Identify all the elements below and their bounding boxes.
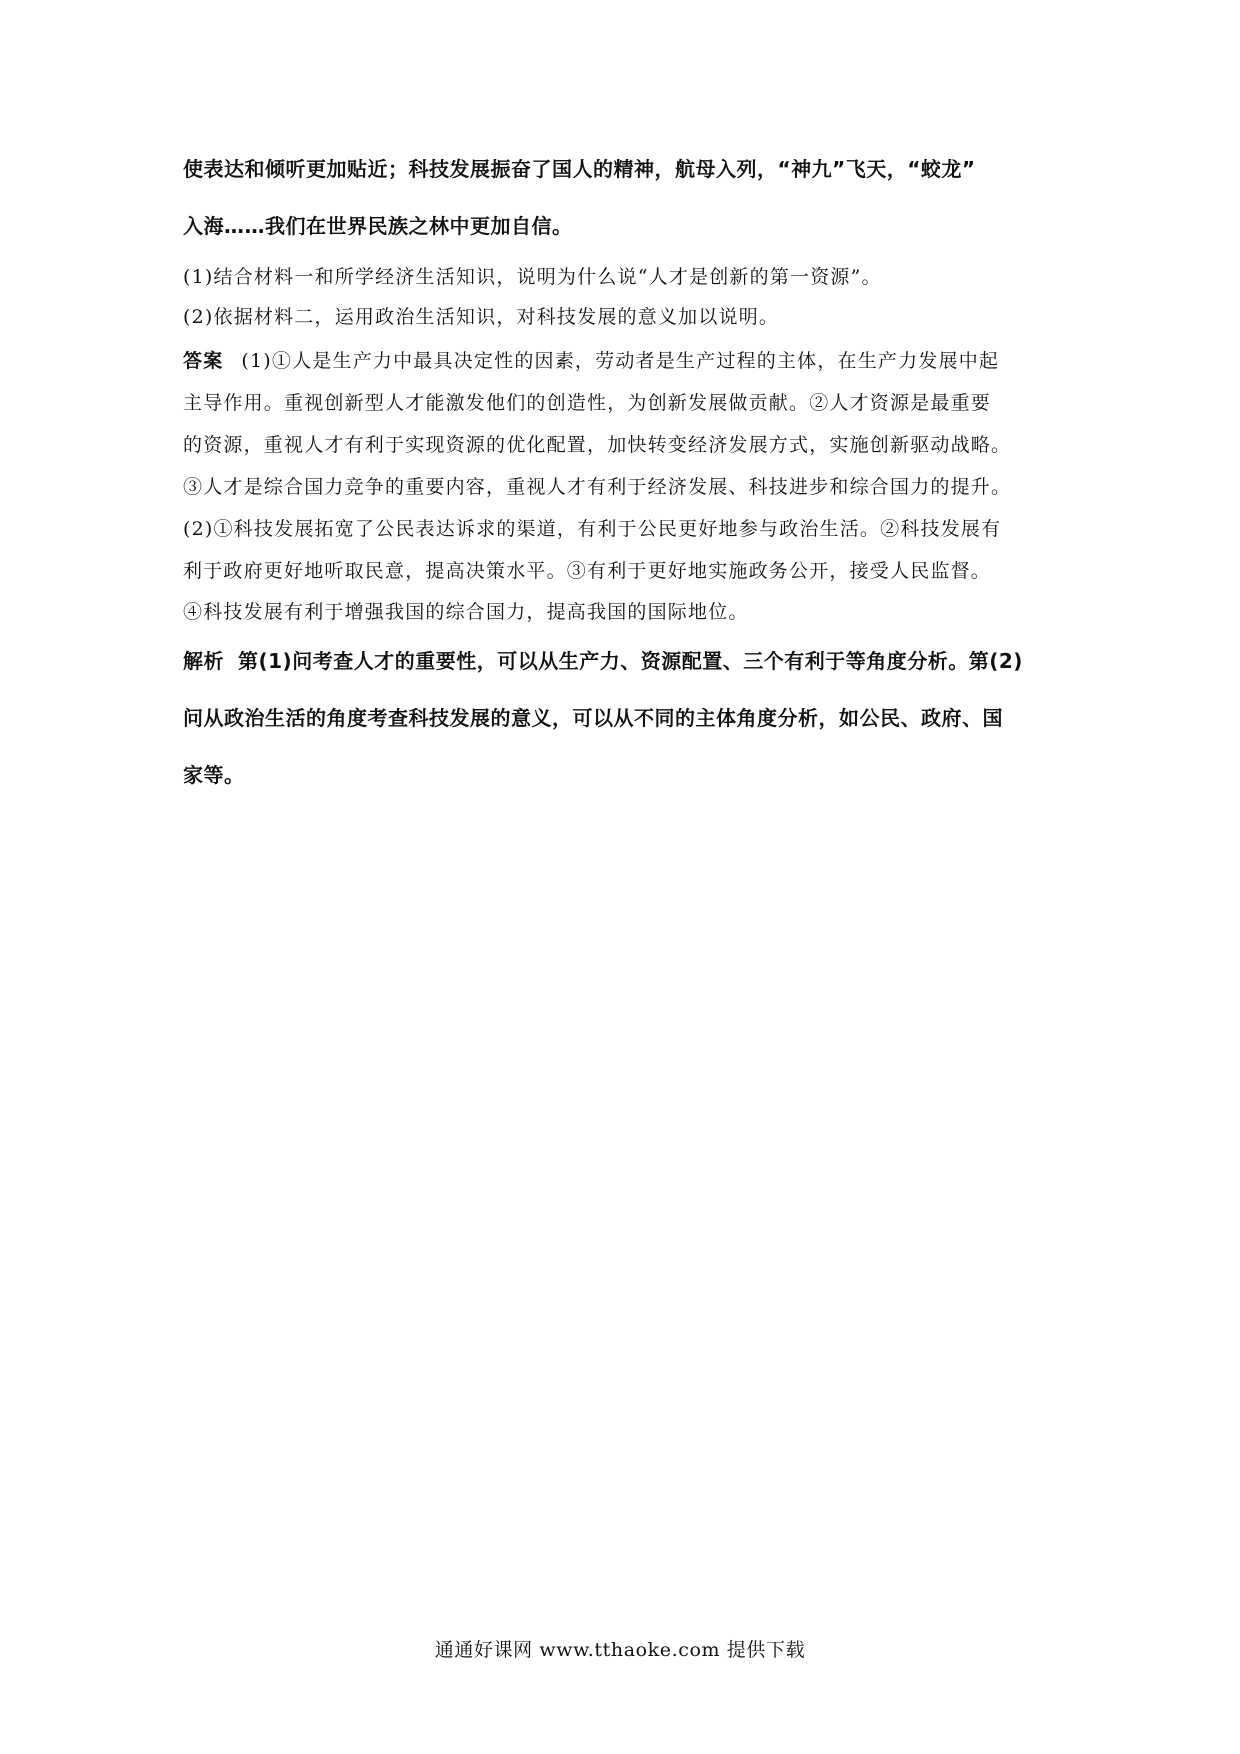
answer-line-5: (2)①科技发展拓宽了公民表达诉求的渠道，有利于公民更好地参与政治生活。②科技发展有 (183, 518, 1002, 540)
answer-line-4: ③人才是综合国力竞争的重要内容，重视人才有利于经济发展、科技进步和综合国力的提升。 (183, 476, 1012, 498)
question-1: (1)结合材料一和所学经济生活知识，说明为什么说“人才是创新的第一资源”。 (183, 266, 882, 288)
analysis-line-3: 家等。 (183, 763, 245, 787)
material-line-2: 入海……我们在世界民族之林中更加自信。 (183, 214, 573, 238)
answer-line-6: 利于政府更好地听取民意，提高决策水平。③有利于更好地实施政务公开，接受人民监督。 (183, 560, 992, 582)
analysis-line-2: 问从政治生活的角度考查科技发展的意义，可以从不同的主体角度分析，如公民、政府、国 (183, 706, 1003, 730)
answer-label: 答案 (183, 350, 224, 372)
analysis-label: 解析 (183, 649, 224, 673)
answer-line-2: 主导作用。重视创新型人才能激发他们的创造性，为创新发展做贡献。②人才资源是最重要 (183, 392, 992, 414)
answer-line-1 (183, 352, 999, 371)
material-line-1: 使表达和倾听更加贴近；科技发展振奋了国人的精神，航母入列，“神九”飞天，“蛟龙” (183, 157, 976, 181)
footer-watermark: 通通好课网 www.tthaoke.com 提供下载 (434, 1639, 806, 1661)
answer-line-3: 的资源，重视人才有利于实现资源的优化配置，加快转变经济发展方式，实施创新驱动战略。 (183, 434, 1012, 456)
answer-text: (1)①人是生产力中最具决定性的因素，劳动者是生产过程的主体，在生产力发展中起 (241, 350, 1000, 372)
question-2: (2)依据材料二，运用政治生活知识，对科技发展的意义加以说明。 (183, 306, 780, 328)
analysis-line-1 (183, 651, 1023, 671)
analysis-text: 第(1)问考查人才的重要性，可以从生产力、资源配置、三个有利于等角度分析。第(2) (238, 649, 1023, 673)
answer-line-7: ④科技发展有利于增强我国的综合国力，提高我国的国际地位。 (183, 601, 749, 623)
